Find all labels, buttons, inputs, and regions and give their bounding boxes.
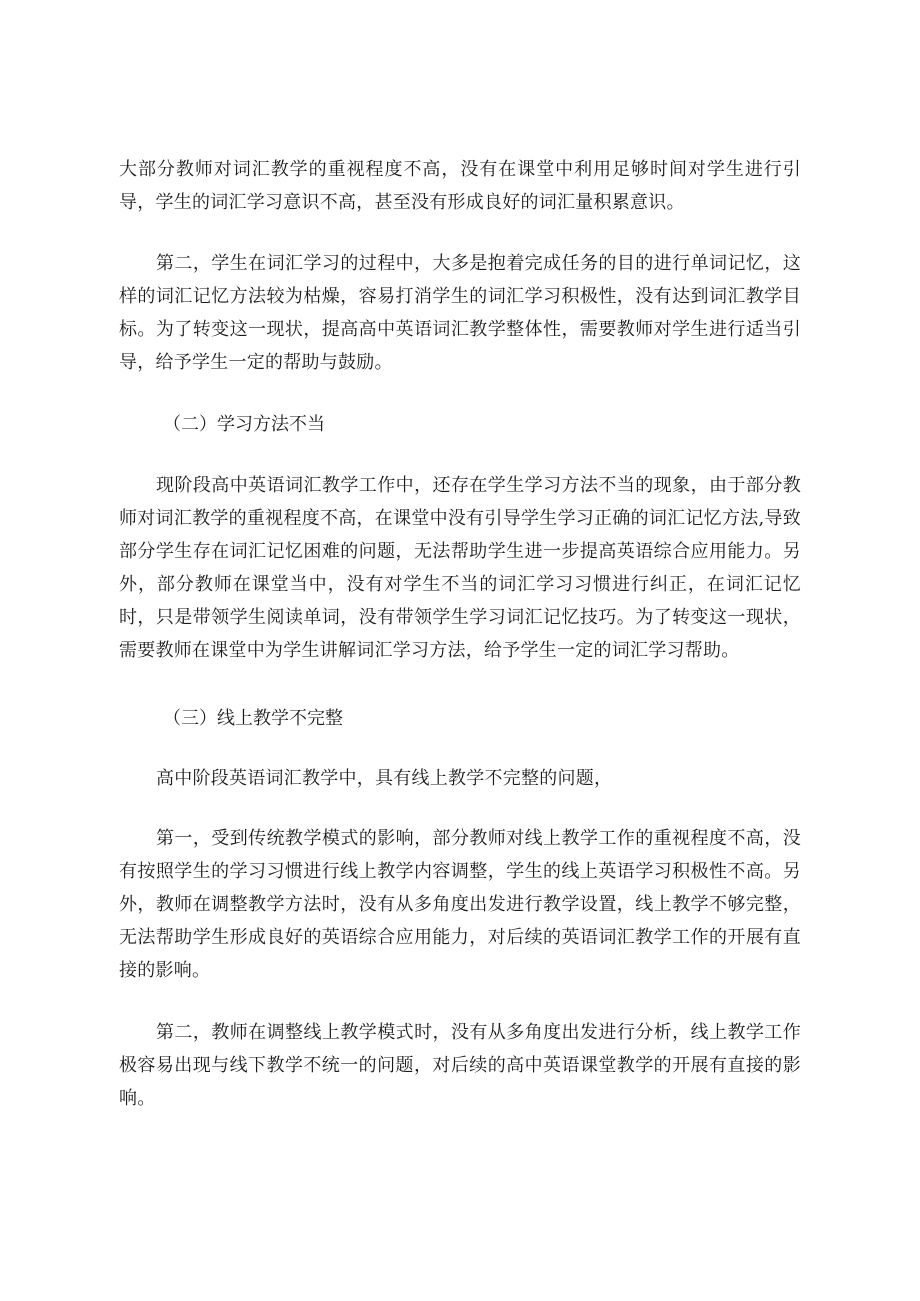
section-heading-learning-methods: （二）学习方法不当	[163, 414, 325, 435]
paragraph-continuation: 大部分教师对词汇教学的重视程度不高，没有在课堂中利用足够时间对学生进行引导，学生的词汇学习意识不高，甚至没有形成良好的词汇量积累意识。	[119, 159, 801, 213]
section-heading-online-teaching: （三）线上教学不完整	[163, 708, 343, 729]
paragraph-online-first-point: 第一，受到传统教学模式的影响，部分教师对线上教学工作的重视程度不高，没有按照学生的学习习惯进行线上教学内容调整，学生的线上英语学习积极性不高。另外，教师在调整教学方法时，没有从多角度出发进行教学设置，线上教学不够完整，无法帮助学生形成良好的英语综合应用能力，对后续的英语词汇教学工作的开展有直接的影响。	[119, 828, 801, 981]
paragraph-learning-methods: 现阶段高中英语词汇教学工作中，还存在学生学习方法不当的现象，由于部分教师对词汇教学的重视程度不高，在课堂中没有引导学生学习正确的词汇记忆方法,导致部分学生存在词汇记忆困难的问题，无法帮助学生进一步提高英语综合应用能力。另外，部分教师在课堂当中，没有对学生不当的词汇学习习惯进行纠正，在词汇记忆时，只是带领学生阅读单词，没有带领学生学习词汇记忆技巧。为了转变这一现状，需要教师在课堂中为学生讲解词汇学习方法，给予学生一定的词汇学习帮助。	[119, 475, 801, 661]
paragraph-second-point: 第二，学生在词汇学习的过程中，大多是抱着完成任务的目的进行单词记忆，这样的词汇记忆方法较为枯燥，容易打消学生的词汇学习积极性，没有达到词汇教学目标。为了转变这一现状，提高高中英语词汇教学整体性，需要教师对学生进行适当引导，给予学生一定的帮助与鼓励。	[119, 253, 801, 373]
paragraph-online-second-point: 第二，教师在调整线上教学模式时，没有从多角度出发进行分析，线上教学工作极容易出现与线下教学不统一的问题，对后续的高中英语课堂教学的开展有直接的影响。	[119, 1022, 801, 1109]
paragraph-online-intro: 高中阶段英语词汇教学中，具有线上教学不完整的问题，	[156, 768, 613, 789]
